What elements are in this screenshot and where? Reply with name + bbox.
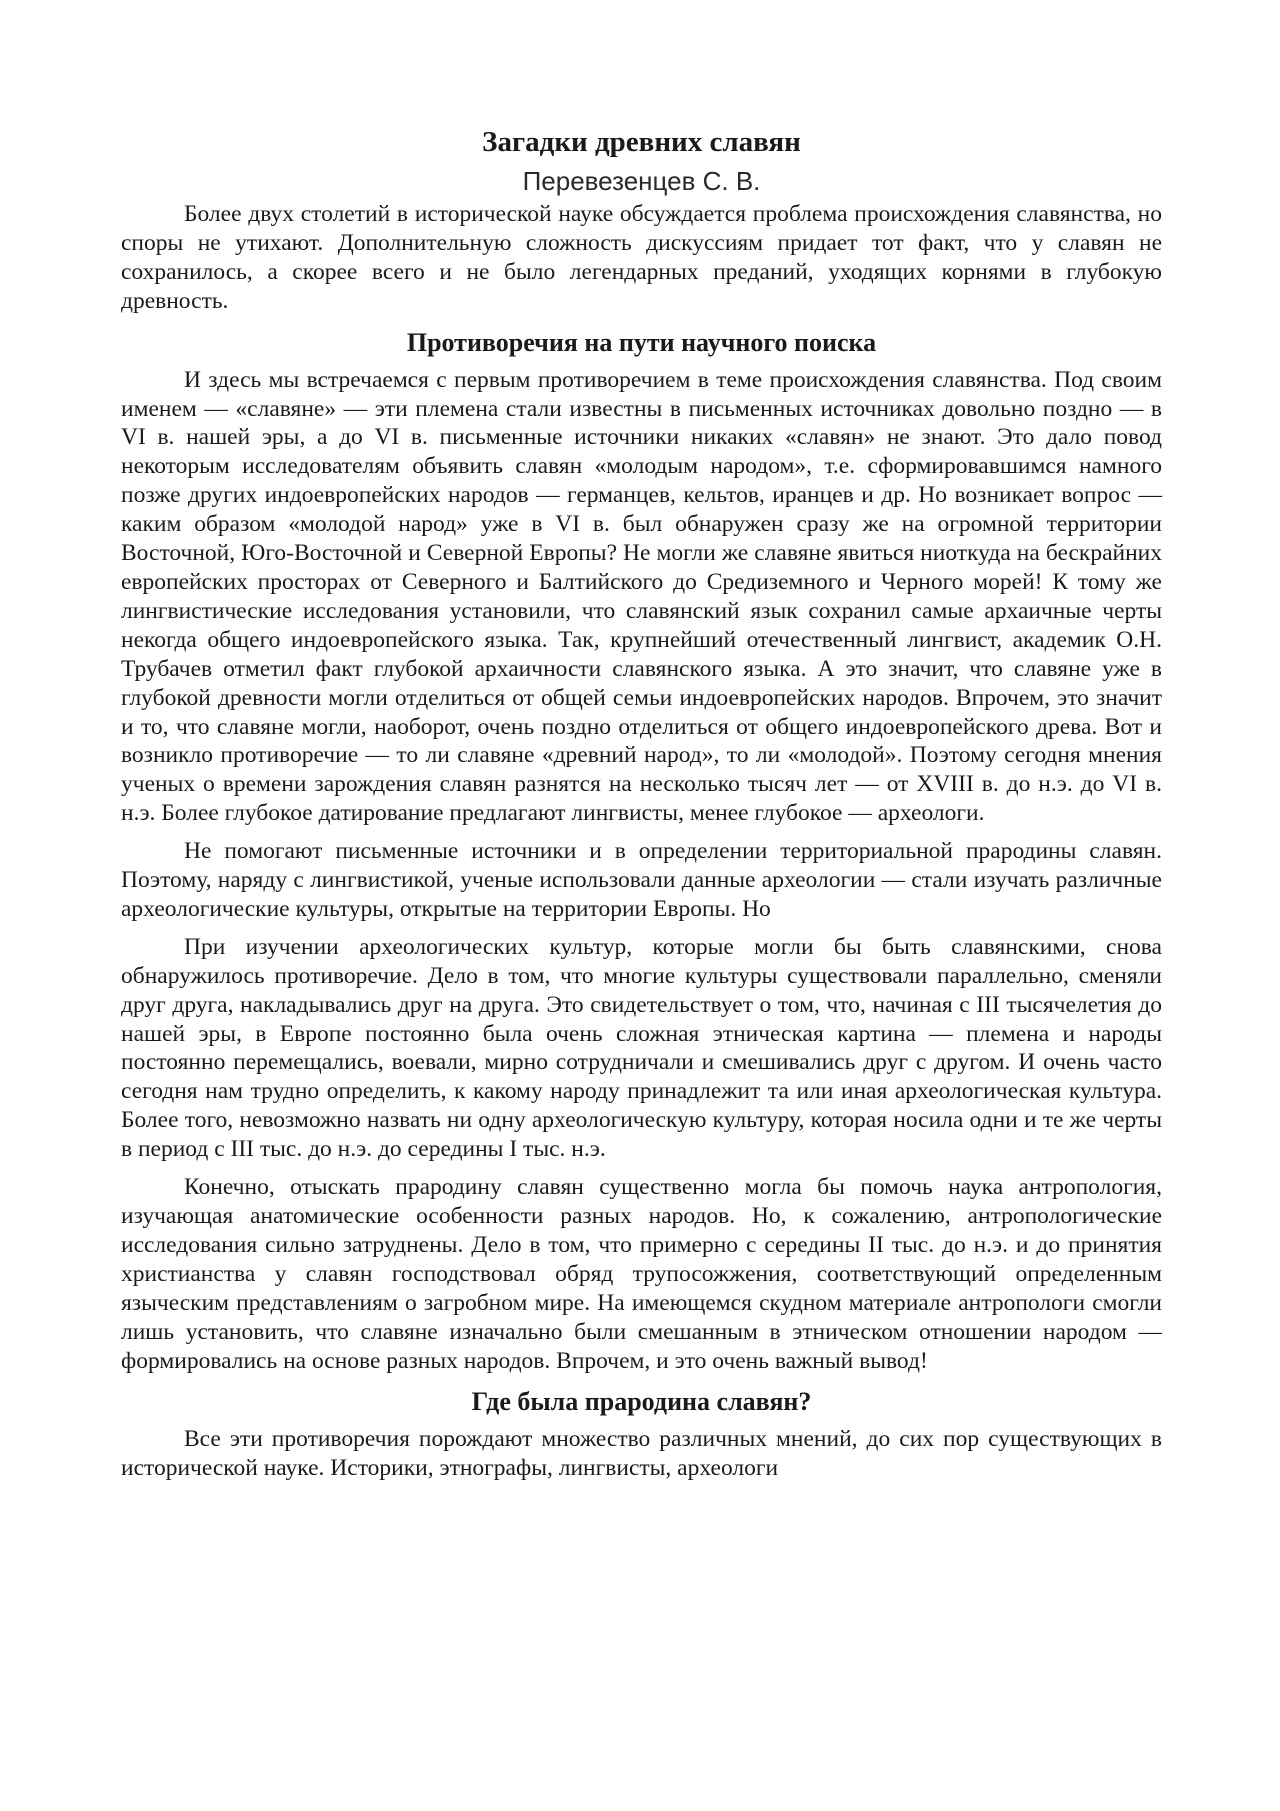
section-heading: Где была прародина славян? [471, 1387, 812, 1417]
document-author: Перевезенцев С. В. [522, 166, 761, 196]
document-page [121, 124, 1162, 1483]
paragraph: Не помогают письменные источники и в определении территориальной прародины славян. Поэтому, наряду с лингвистикой, ученые использовали данные археологии — стали изучать различные археологические культуры, открытые на территории Европы. Но [121, 838, 1162, 922]
intro-paragraph: Более двух столетий в исторической науке обсуждается проблема происхождения славянства, но споры не утихают. Дополнительную сложность дискуссиям придает тот факт, что у славян не сохранилось, а скорее всего и не было легендарных преданий, уходящих корнями в глубокую древность. [121, 201, 1162, 314]
document-title: Загадки древних славян [482, 126, 801, 158]
paragraph: И здесь мы встречаемся с первым противоречием в теме происхождения славянства. Под своим именем — «славяне» — эти племена стали известны в письменных источниках довольно поздно — в VI в. нашей эры, а до VI в. письменные источники никаких «славян» не знают. Это дало повод некоторым исследователям объявить славян «молодым народом», т.е. сформировавшимся намного позже других индоевропейских народов — германцев, кельтов, иранцев и др. Но возникает вопрос — каким образом «молодой народ» уже в VI в. был обнаружен сразу же на огромной территории Восточной, Юго-Восточной и Северной Европы? Не могли же славяне явиться ниоткуда на бескрайних европейских просторах от Северного и Балтийского до Средиземного и Черного морей! К тому же лингвистические исследования установили, что славянский язык сохранил самые архаичные черты некогда общего индоевропейского языка. Так, крупнейший отечественный лингвист, академик О.Н. Трубачев отметил факт глубокой архаичности славянского языка. А это значит, что славяне уже в глубокой древности могли отделиться от общей семьи индоевропейских народов. Впрочем, это значит и то, что славяне могли, наоборот, очень поздно отделиться от общего индоевропейского древа. Вот и возникло противоречие — то ли славяне «древний народ», то ли «молодой». Поэтому сегодня мнения ученых о времени зарождения славян разнятся на несколько тысяч лет — от XVIII в. до н.э. до VI в. н.э. Более глубокое датирование предлагают лингвисты, менее глубокое — археологи. [121, 366, 1162, 827]
paragraph: Конечно, отыскать прародину славян существенно могла бы помочь наука антропология, изучающая анатомические особенности разных народов. Но, к сожалению, антропологические исследования сильно затруднены. Дело в том, что примерно с середины II тыс. до н.э. и до принятия христианства у славян господствовал обряд трупосожжения, соответствующий определенным языческим представлениям о загробном мире. На имеющемся скудном материале антропологи смогли лишь установить, что славяне изначально были смешанным в этническом отношении народом — формировались на основе разных народов. Впрочем, и это очень важный вывод! [121, 1174, 1162, 1374]
section-heading: Противоречия на пути научного поиска [406, 327, 877, 357]
paragraph: Все эти противоречия порождают множество различных мнений, до сих пор существующих в исторической науке. Историки, этнографы, лингвисты, археологи [121, 1426, 1162, 1482]
paragraph: При изучении археологических культур, которые могли бы быть славянскими, снова обнаружилось противоречие. Дело в том, что многие культуры существовали параллельно, сменяли друг друга, накладывались друг на друга. Это свидетельствует о том, что, начиная с III тысячелетия до нашей эры, в Европе постоянно была очень сложная этническая картина — племена и народы постоянно перемещались, воевали, мирно сотрудничали и смешивались друг с другом. И очень часто сегодня нам трудно определить, к какому народу принадлежит та или иная археологическая культура. Более того, невозможно назвать ни одну археологическую культуру, которая носила одни и те же черты в период с III тыс. до н.э. до середины I тыс. н.э. [121, 933, 1162, 1163]
